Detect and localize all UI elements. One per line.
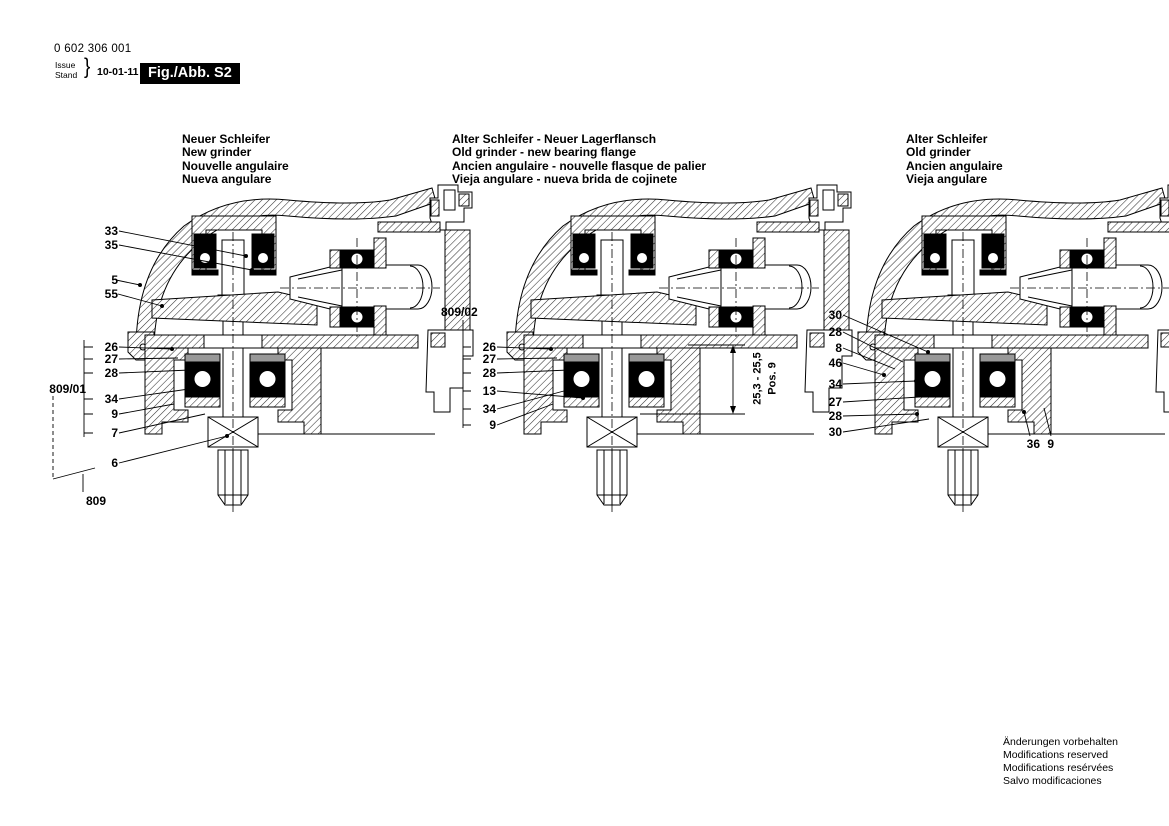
column3-title-en: Old grinder	[906, 145, 971, 160]
diagram-new-grinder	[128, 185, 473, 512]
figure-label-badge: Fig./Abb. S2	[140, 63, 240, 84]
part-callout-5: 5	[111, 273, 118, 287]
part-callout-27: 27	[828, 395, 842, 409]
document-number: 0 602 306 001	[54, 43, 132, 55]
part-callout-30: 30	[828, 308, 842, 322]
part-callout-27: 27	[104, 352, 118, 366]
part-callout-26: 26	[104, 340, 118, 354]
stand-label: Stand	[55, 69, 78, 80]
assembly-callout-809: 809	[85, 494, 106, 508]
issue-date: 10-01-11	[97, 66, 139, 78]
part-callout-9: 9	[1047, 437, 1054, 451]
part-callout-6: 6	[111, 456, 118, 470]
part-callout-9: 9	[111, 407, 118, 421]
group-callout-809-02: 809/02	[441, 305, 478, 319]
part-callout-34: 34	[828, 377, 842, 391]
part-callout-35: 35	[104, 238, 118, 252]
issue-stand-block	[55, 61, 77, 80]
column1-title-fr: Nouvelle angulaire	[182, 158, 289, 173]
part-callout-33: 33	[104, 224, 118, 238]
group-callout-809-01: 809/01	[49, 382, 86, 396]
modifications-notice-fr: Modifications resérvées	[1003, 762, 1114, 774]
part-callout-36: 36	[1026, 437, 1040, 451]
modifications-notice-en: Modifications reserved	[1003, 749, 1109, 761]
column3-title	[906, 133, 1003, 187]
part-callout-34: 34	[104, 392, 118, 406]
diagram-old-grinder	[858, 185, 1169, 512]
part-callout-27: 27	[482, 352, 496, 366]
part-callout-7: 7	[111, 426, 118, 440]
column3-title-fr: Ancien angulaire	[906, 158, 1003, 173]
part-callout-28: 28	[828, 325, 842, 339]
part-callout-55: 55	[104, 287, 118, 301]
part-callout-28: 28	[828, 409, 842, 423]
column1-title	[182, 133, 289, 187]
part-callout-13: 13	[482, 384, 496, 398]
column1-title-en: New grinder	[182, 145, 252, 160]
column3-title-es: Vieja angulare	[906, 172, 988, 187]
column1-title-de: Neuer Schleifer	[182, 132, 271, 146]
modifications-notice-es: Salvo modificaciones	[1003, 775, 1102, 787]
part-callout-8: 8	[835, 341, 842, 355]
column2-title-fr: Ancien angulaire - nouvelle flasque de palier	[452, 158, 707, 173]
dimension-value: 25,3 - 25,5	[751, 352, 764, 405]
column2-title-es: Vieja angulare - nueva brida de cojinete	[452, 172, 678, 187]
modifications-notice-de: Änderungen vorbehalten	[1003, 736, 1119, 748]
part-callout-9: 9	[489, 418, 496, 432]
dimension-position: Pos. 9	[766, 362, 779, 395]
part-callout-30: 30	[828, 425, 842, 439]
part-callout-28: 28	[104, 366, 118, 380]
modifications-notice	[1003, 736, 1118, 788]
column1-title-es: Nueva angulare	[182, 172, 272, 187]
column3-title-de: Alter Schleifer	[906, 132, 988, 146]
column2-title-de: Alter Schleifer - Neuer Lagerflansch	[452, 132, 657, 146]
column2-title-en: Old grinder - new bearing flange	[452, 145, 637, 160]
column2-title	[452, 133, 706, 187]
issue-label: Issue	[55, 60, 76, 70]
part-callout-46: 46	[828, 356, 842, 370]
diagram-old-grinder-new-flange	[507, 185, 852, 512]
part-callout-28: 28	[482, 366, 496, 380]
part-callout-34: 34	[482, 402, 496, 416]
issue-stand-brace: }	[84, 55, 91, 80]
part-callout-26: 26	[482, 340, 496, 354]
